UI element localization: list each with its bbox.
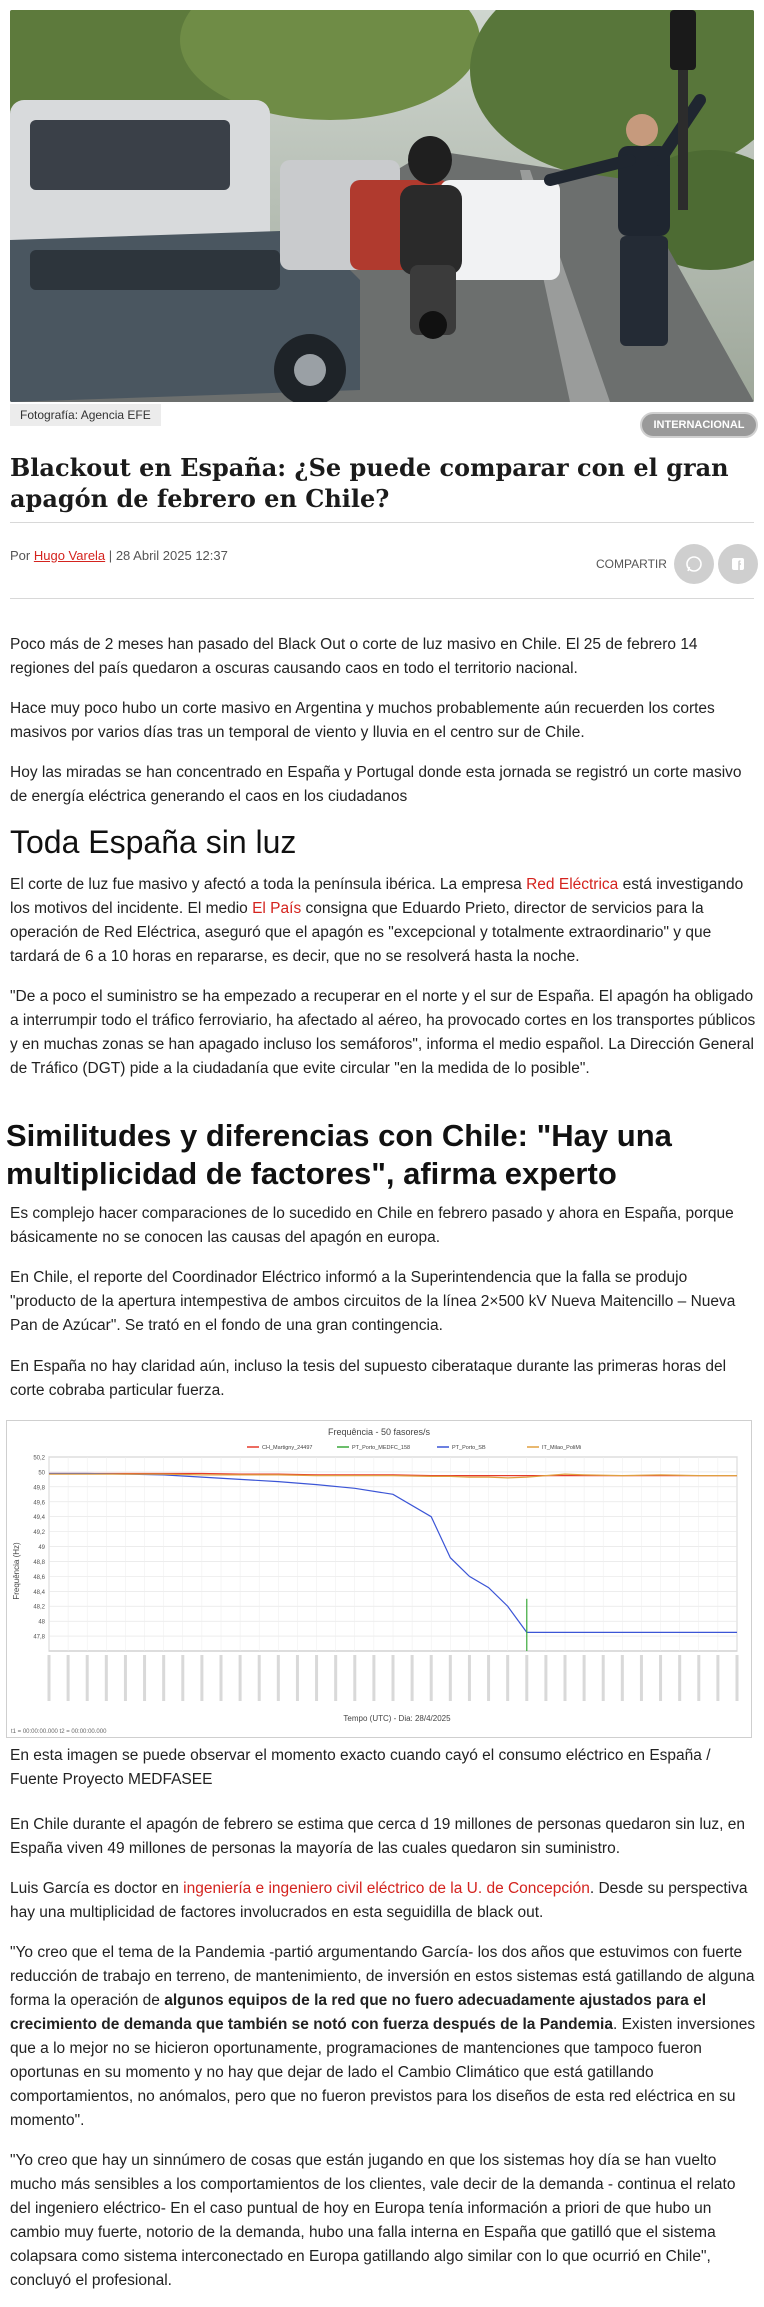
x-tick-mark (48, 1655, 51, 1701)
text: está investigando los motivos del incidente. El medio (10, 876, 744, 917)
y-tick-label: 49 (38, 1545, 45, 1552)
category-badge[interactable]: INTERNACIONAL (640, 412, 758, 438)
x-tick-mark (315, 1655, 318, 1701)
x-tick-mark (143, 1655, 146, 1701)
y-tick-label: 48,2 (33, 1604, 45, 1611)
x-tick-mark (181, 1655, 184, 1701)
x-tick-mark (277, 1655, 280, 1701)
red-electrica-link[interactable]: Red Eléctrica (526, 876, 619, 893)
y-tick-label: 49,4 (33, 1515, 45, 1522)
x-tick-mark (392, 1655, 395, 1701)
y-tick-label: 47,8 (33, 1634, 45, 1641)
text: . Existen inversiones que a lo mejor no se hicieron oportunamente, programaciones de mantenciones que tampoco fueron oportunas en su momento y no hay que dejar de lado el Cambio Climático que está gatillando comportamientos, no anómalos, pero que no fueron previstos para los diseños de esta red eléctrica en su momento". (10, 2016, 756, 2129)
x-tick-mark (372, 1655, 375, 1701)
share-label: COMPARTIR (596, 557, 667, 571)
x-tick-mark (105, 1655, 108, 1701)
intro-paragraph-1: Poco más de 2 meses han pasado del Black Out o corte de luz masivo en Chile. El 25 de febrero 14 regiones del país quedaron a oscuras causando caos en todo el territorio nacional. (10, 636, 698, 677)
legend-label: PT_Porto_MEDFC_158 (352, 1445, 411, 1451)
section-heading-1: Toda España sin luz (10, 824, 297, 860)
x-tick-mark (200, 1655, 203, 1701)
x-tick-mark (678, 1655, 681, 1701)
y-tick-label: 50,2 (33, 1455, 45, 1462)
y-tick-label: 48 (38, 1619, 45, 1626)
x-tick-mark (487, 1655, 490, 1701)
text: consigna que Eduardo Prieto, director de servicios para la operación de Red Eléctrica, aseguró que el apagón es "excepcional y totalmente extraordinario" y que tardará de 6 a 10 horas en repararse, es decir, que no se resolverá hasta la noche. (10, 900, 712, 965)
section2-paragraph-1: Es complejo hacer comparaciones de lo sucedido en Chile en febrero pasado y ahora en España, porque básicamente no se conocen las causas del apagón en europa. (10, 1205, 734, 1246)
text: "Yo creo que el tema de la Pandemia -partió argumentando García- los dos años que estuvimos con fuerte reducción de trabajo en terreno, de mantenimiento, de inversión en estos sistemas está gatillando de alguna forma la operación de (10, 1944, 755, 2009)
section3-paragraph-4: "Yo creo que hay un sinnúmero de cosas que están jugando en que los sistemas hoy día se han vuelto mucho más sensibles a los comportamientos de los clientes, vale decir de la demanda - continua el relato del ingeniero eléctrico- En el caso puntual de hoy en Europa tenía información a priori de que hubo un cambio muy fuerte, notorio de la demanda, hubo una falla interna en España que gatilló que el sistema colapsara como sistema interconectado en Europa gatillando algo similar con lo que ocurrió en Chile", concluyó el profesional. (10, 2152, 736, 2289)
street-scene-image (10, 10, 754, 402)
x-tick-mark (583, 1655, 586, 1701)
section1-paragraph-1 (10, 873, 756, 969)
x-tick-mark (353, 1655, 356, 1701)
x-tick-mark (449, 1655, 452, 1701)
byline-prefix: Por (10, 548, 31, 563)
intro-paragraph-3: Hoy las miradas se han concentrado en España y Portugal donde esta jornada se registró un corte masivo de energía eléctrica generando el caos en los ciudadanos (10, 764, 742, 805)
x-tick-mark (67, 1655, 70, 1701)
frequency-chart (6, 1420, 752, 1738)
x-tick-mark (640, 1655, 643, 1701)
x-tick-mark (564, 1655, 567, 1701)
chart-legend (247, 1445, 581, 1451)
text: . Desde su perspectiva hay una multiplicidad de factores involucrados en esta seguidilla de black out. (10, 1880, 748, 1921)
article-title: Blackout en España: ¿Se puede comparar con el gran apagón de febrero en Chile? (10, 453, 729, 513)
section3-paragraph-2 (10, 1877, 756, 1925)
y-tick-label: 48,4 (33, 1589, 45, 1596)
section1-paragraph-2: "De a poco el suministro se ha empezado a recuperar en el norte y el sur de España. El apagón ha obligado a interrumpir todo el tráfico ferroviario, ha afectado al aéreo, ha provocado cortes en los transportes públicos y en muchas zonas se han apagado incluso los semáforos", informa el medio español. La Dirección General de Tráfico (DGT) pide a la ciudadanía que evite circular "en la medida de lo posible". (10, 988, 756, 1077)
x-tick-mark (716, 1655, 719, 1701)
x-tick-mark (659, 1655, 662, 1701)
x-tick-mark (334, 1655, 337, 1701)
x-tick-mark (258, 1655, 261, 1701)
frequency-chart-svg (7, 1421, 751, 1737)
x-tick-mark (411, 1655, 414, 1701)
chart-caption: En esta imagen se puede observar el momento exacto cuando cayó el consumo eléctrico en España / Fuente Proyecto MEDFASEE (10, 1747, 711, 1788)
y-tick-label: 48,8 (33, 1559, 45, 1566)
x-tick-mark (621, 1655, 624, 1701)
chart-title: Frequência - 50 fasores/s (327, 1427, 431, 1437)
byline-separator: | (108, 548, 113, 563)
legend-label: PT_Porto_SB (452, 1445, 486, 1451)
x-tick-mark (430, 1655, 433, 1701)
plot-area (33, 1456, 738, 1702)
x-tick-mark (736, 1655, 739, 1701)
x-tick-mark (162, 1655, 165, 1701)
facebook-share-button[interactable] (718, 544, 758, 584)
x-tick-mark (239, 1655, 242, 1701)
text: El corte de luz fue masivo y afectó a toda la península ibérica. La empresa (10, 876, 527, 893)
y-axis-label: Frequência (Hz) (12, 1542, 21, 1600)
x-tick-mark (506, 1655, 509, 1701)
y-tick-label: 50 (38, 1470, 45, 1477)
section-heading-2: Similitudes y diferencias con Chile: "Hay una multiplicidad de factores", afirma experto (6, 1118, 672, 1191)
hero-photo (10, 10, 754, 402)
byline (10, 548, 228, 563)
divider (10, 522, 754, 523)
intro-paragraph-2: Hace muy poco hubo un corte masivo en Argentina y muchos probablemente aún recuerden los cortes masivos por varios días tras un temporal de viento y lluvia en el centro sur de Chile. (10, 700, 715, 741)
x-tick-mark (124, 1655, 127, 1701)
x-tick-mark (525, 1655, 528, 1701)
x-tick-mark (296, 1655, 299, 1701)
x-tick-mark (544, 1655, 547, 1701)
facebook-icon (718, 544, 758, 584)
el-pais-link[interactable]: El País (252, 900, 302, 917)
whatsapp-icon (674, 544, 714, 584)
bold-text: algunos equipos de la red que no fuero adecuadamente ajustados para el crecimiento de demanda que también se notó con fuerza después de la Pandemia (10, 1992, 707, 2033)
x-tick-mark (220, 1655, 223, 1701)
publish-date: 28 Abril 2025 12:37 (115, 548, 228, 563)
y-tick-label: 49,8 (33, 1485, 45, 1492)
chart-footer: t1 = 00:00:00.000 t2 = 00:00:00.000 (11, 1729, 107, 1735)
section3-paragraph-1: En Chile durante el apagón de febrero se estima que cerca d 19 millones de personas quedaron sin luz, en España viven 49 millones de personas la mayoría de las cuales quedaron sin suministro. (10, 1816, 745, 1857)
x-tick-mark (468, 1655, 471, 1701)
divider (10, 598, 754, 599)
text: Luis García es doctor en (10, 1880, 184, 1897)
whatsapp-share-button[interactable] (674, 544, 714, 584)
y-tick-label: 48,6 (33, 1574, 45, 1581)
legend-label: IT_Milao_PoliMi (542, 1445, 582, 1451)
udec-link[interactable]: ingeniería e ingeniero civil eléctrico de la U. de Concepción (183, 1880, 590, 1897)
section3-paragraph-3 (10, 1941, 756, 2133)
x-tick-mark (602, 1655, 605, 1701)
section2-paragraph-2: En Chile, el reporte del Coordinador Eléctrico informó a la Superintendencia que la falla se produjo "producto de la apertura intempestiva de ambos circuitos de la línea 2×500 kV Nueva Maitencillo – Nueva Pan de Azúcar". Se trató en el fondo de una gran contingencia. (10, 1269, 736, 1334)
legend-label: CH_Martigny_24497 (262, 1445, 313, 1451)
y-tick-label: 49,6 (33, 1500, 45, 1507)
photo-caption: Fotografía: Agencia EFE (10, 404, 161, 426)
x-tick-mark (86, 1655, 89, 1701)
section2-paragraph-3: En España no hay claridad aún, incluso la tesis del supuesto ciberataque durante las primeras horas del corte cobraba particular fuerza. (10, 1358, 727, 1399)
x-axis-label: Tempo (UTC) - Dia: 28/4/2025 (343, 1714, 451, 1723)
y-tick-label: 49,2 (33, 1530, 45, 1537)
x-tick-mark (697, 1655, 700, 1701)
author-link[interactable]: Hugo Varela (33, 548, 106, 563)
